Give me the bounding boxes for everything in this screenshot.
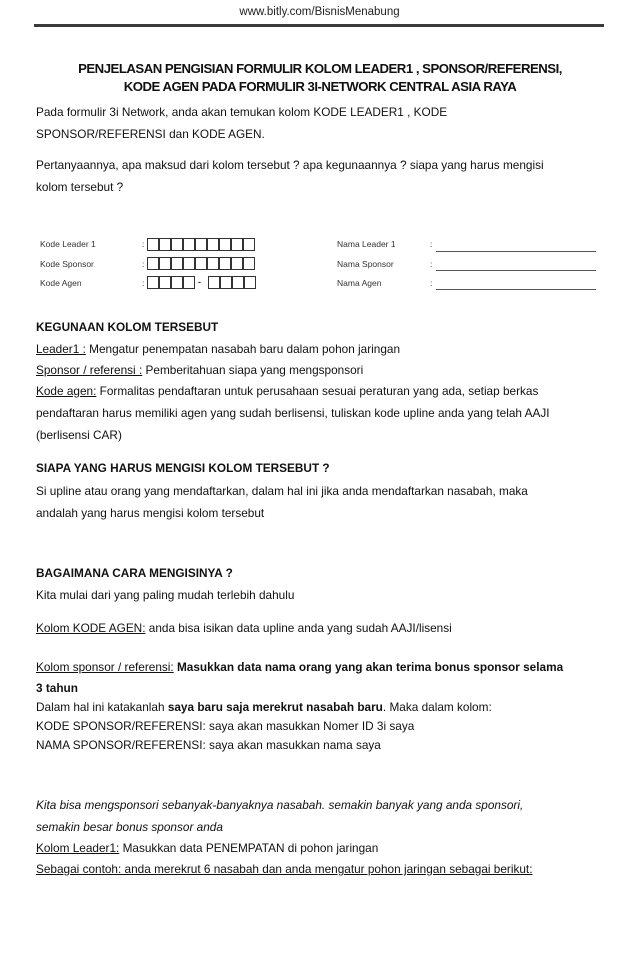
form-box xyxy=(219,238,231,251)
form-box xyxy=(208,276,220,289)
form-box xyxy=(220,276,232,289)
term-sponsor: Sponsor / referensi : xyxy=(36,363,143,377)
form-box xyxy=(147,276,159,289)
form-box xyxy=(195,238,207,251)
form-box xyxy=(207,238,219,251)
form-label-nama-sponsor: Nama Sponsor xyxy=(337,259,394,269)
dalam-post: . Maka dalam kolom: xyxy=(382,700,492,714)
form-box xyxy=(159,257,171,270)
form-box xyxy=(159,238,171,251)
term-leader1: Leader1 : xyxy=(36,342,86,356)
form-underline xyxy=(436,289,596,290)
sponsor-desc: Pemberitahuan siapa yang mengsponsori xyxy=(142,363,364,377)
form-box xyxy=(171,257,183,270)
form-box xyxy=(231,257,243,270)
form-label-nama-agen: Nama Agen xyxy=(337,278,382,288)
contoh-line: Sebagai contoh: anda merekrut 6 nasabah dan anda mengatur pohon jaringan sebagai berikut: xyxy=(36,862,533,876)
nama-sponsor-line: NAMA SPONSOR/REFERENSI: saya akan masukkan nama saya xyxy=(36,738,381,752)
kode-sponsor-line: KODE SPONSOR/REFERENSI: saya akan masukkan Nomer ID 3i saya xyxy=(36,719,415,733)
form-box xyxy=(147,257,159,270)
term-kolom-sponsor: Kolom sponsor / referensi: xyxy=(36,660,174,674)
form-label-nama-leader: Nama Leader 1 xyxy=(337,239,396,249)
kegunaan-agen xyxy=(36,380,606,402)
kegunaan-agen-line-3: (berlisensi CAR) xyxy=(36,428,122,442)
form-box xyxy=(219,257,231,270)
form-box xyxy=(243,238,255,251)
kegunaan-agen-line-2: pendaftaran harus memiliki agen yang sudah berlisensi, tuliskan kode upline anda yang telah AAJI xyxy=(36,406,550,420)
question-line-1: Pertanyaannya, apa maksud dari kolom tersebut ? apa kegunaannya ? siapa yang harus mengisi xyxy=(36,158,544,172)
siapa-line-1: Si upline atau orang yang mendaftarkan, dalam hal ini jika anda mendaftarkan nasabah, maka xyxy=(36,484,528,498)
dalam-pre: Dalam hal ini katakanlah xyxy=(36,700,168,714)
kolom-sponsor-line-2: 3 tahun xyxy=(36,681,78,695)
bagaimana-heading: BAGAIMANA CARA MENGISINYA ? xyxy=(36,566,233,580)
form-box xyxy=(183,276,195,289)
form-colon: : xyxy=(142,259,145,269)
form-label-kode-sponsor: Kode Sponsor xyxy=(40,259,94,269)
form-colon: : xyxy=(430,278,433,288)
form-box xyxy=(207,257,219,270)
kegunaan-heading: KEGUNAAN KOLOM TERSEBUT xyxy=(36,320,219,334)
form-box xyxy=(171,276,183,289)
italic-note-line-1: Kita bisa mengsponsori sebanyak-banyaknya nasabah. semakin banyak yang anda sponsori, xyxy=(36,798,524,812)
header-url: www.bitly.com/BisnisMenabung xyxy=(239,6,400,18)
kolom-sponsor-desc: Masukkan data nama orang yang akan terima bonus sponsor selama xyxy=(173,660,564,674)
kegunaan-sponsor xyxy=(36,359,606,381)
bagaimana-line-1: Kita mulai dari yang paling mudah terlebih dahulu xyxy=(36,588,295,602)
intro-line-1: Pada formulir 3i Network, anda akan temukan kolom KODE LEADER1 , KODE xyxy=(36,105,448,119)
kode-agen-desc: Formalitas pendaftaran untuk perusahaan sesuai peraturan yang ada, setiap berkas xyxy=(96,384,539,398)
form-box xyxy=(159,276,171,289)
kolom-kode-agen xyxy=(36,617,606,639)
form-colon: : xyxy=(142,239,145,249)
kolom-leader1 xyxy=(36,837,606,859)
form-box xyxy=(232,276,244,289)
form-colon: : xyxy=(142,278,145,288)
kegunaan-leader xyxy=(36,338,606,360)
leader1-desc: Mengatur penempatan nasabah baru dalam pohon jaringan xyxy=(85,342,401,356)
title-line-2: KODE AGEN PADA FORMULIR 3I-NETWORK CENTRAL ASIA RAYA xyxy=(123,79,517,94)
title-line-1: PENJELASAN PENGISIAN FORMULIR KOLOM LEADER1 , SPONSOR/REFERENSI, xyxy=(78,61,562,76)
question-line-2: kolom tersebut ? xyxy=(36,180,124,194)
form-box xyxy=(231,238,243,251)
term-kolom-kode-agen: Kolom KODE AGEN: xyxy=(36,621,146,635)
kolom-leader1-desc: Masukkan data PENEMPATAN di pohon jaringan xyxy=(119,841,379,855)
form-underline xyxy=(436,270,596,271)
form-box xyxy=(243,257,255,270)
form-box xyxy=(195,257,207,270)
form-underline xyxy=(436,251,596,252)
header-rule xyxy=(34,24,604,27)
form-box xyxy=(183,257,195,270)
form-box xyxy=(171,238,183,251)
form-label-kode-leader: Kode Leader 1 xyxy=(40,239,96,249)
form-label-kode-agen: Kode Agen xyxy=(40,278,82,288)
siapa-heading: SIAPA YANG HARUS MENGISI KOLOM TERSEBUT ? xyxy=(36,461,330,475)
form-illustration xyxy=(38,232,600,296)
kolom-kode-agen-desc: anda bisa isikan data upline anda yang sudah AAJI/lisensi xyxy=(145,621,452,635)
form-colon: : xyxy=(430,239,433,249)
form-box xyxy=(183,238,195,251)
form-dash: - xyxy=(198,277,201,287)
form-box xyxy=(147,238,159,251)
document-title xyxy=(40,60,600,96)
dalam-bold: saya baru saja merekrut nasabah baru xyxy=(167,700,383,714)
italic-note-line-2: semakin besar bonus sponsor anda xyxy=(36,820,223,834)
form-box xyxy=(244,276,256,289)
siapa-line-2: andalah yang harus mengisi kolom tersebut xyxy=(36,506,265,520)
term-kode-agen: Kode agen: xyxy=(36,384,97,398)
intro-line-2: SPONSOR/REFERENSI dan KODE AGEN. xyxy=(36,127,265,141)
form-colon: : xyxy=(430,259,433,269)
kolom-sponsor xyxy=(36,656,606,678)
term-kolom-leader1: Kolom Leader1: xyxy=(36,841,120,855)
